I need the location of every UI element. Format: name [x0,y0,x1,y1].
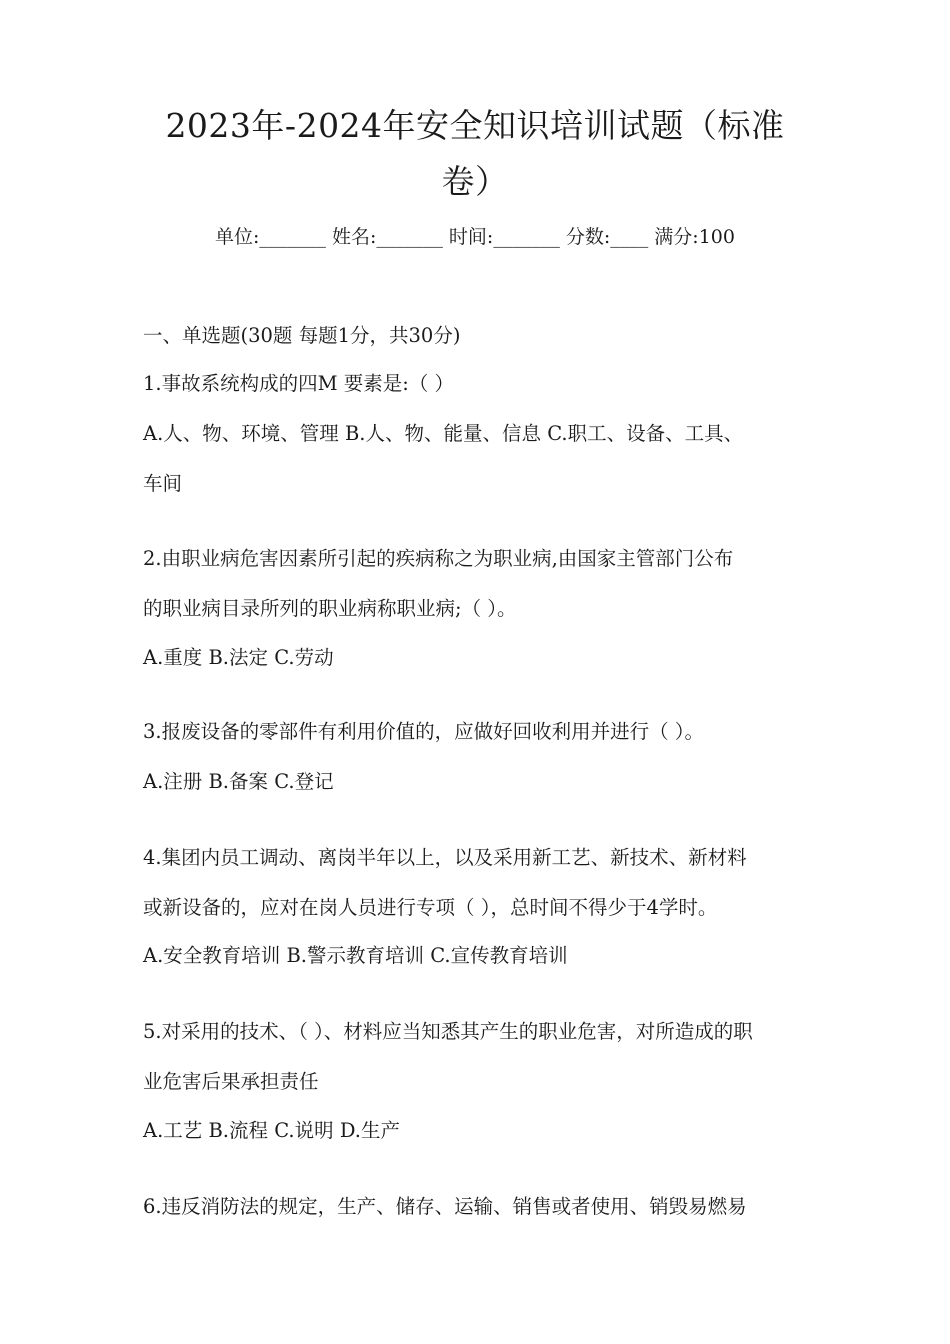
question-1-options: A.人、物、环境、管理 B.人、物、能量、信息 C.职工、设备、工具、 [143,422,744,445]
question-2-stem: 2.由职业病危害因素所引起的疾病称之为职业病,由国家主管部门公布 [143,547,734,570]
question-4-stem: 4.集团内员工调动、离岗半年以上，以及采用新工艺、新技术、新材料 [143,846,747,869]
question-3-stem: 3.报废设备的零部件有利用价值的，应做好回收利用并进行（ ）。 [143,720,705,743]
section-heading: 一、单选题(30题 每题1分，共30分) [143,324,461,347]
title-line-2: 卷） [441,162,509,201]
question-2-options: A.重度 B.法定 C.劳动 [143,646,334,669]
document-title [120,98,830,210]
question-2-stem-cont: 的职业病目录所列的职业病称职业病;（ ）。 [143,597,517,620]
question-5-stem: 5.对采用的技术、（ ）、材料应当知悉其产生的职业危害，对所造成的职 [143,1020,753,1043]
question-3-options: A.注册 B.备案 C.登记 [143,770,334,793]
question-4-options: A.安全教育培训 B.警示教育培训 C.宣传教育培训 [143,944,568,967]
question-1-stem: 1.事故系统构成的四M 要素是:（ ） [143,372,455,395]
title-line-1: 2023年-2024年安全知识培训试题（标准 [165,106,785,145]
question-6-stem: 6.违反消防法的规定，生产、储存、运输、销售或者使用、销毁易燃易 [143,1195,747,1218]
question-1-options-cont: 车间 [143,472,183,495]
question-4-stem-cont: 或新设备的，应对在岗人员进行专项（ ），总时间不得少于4学时。 [143,896,718,919]
exam-info-line: 单位:_______ 姓名:_______ 时间:_______ 分数:____ 满分:100 [215,226,735,248]
question-5-options: A.工艺 B.流程 C.说明 D.生产 [143,1119,400,1142]
question-5-stem-cont: 业危害后果承担责任 [143,1070,319,1093]
